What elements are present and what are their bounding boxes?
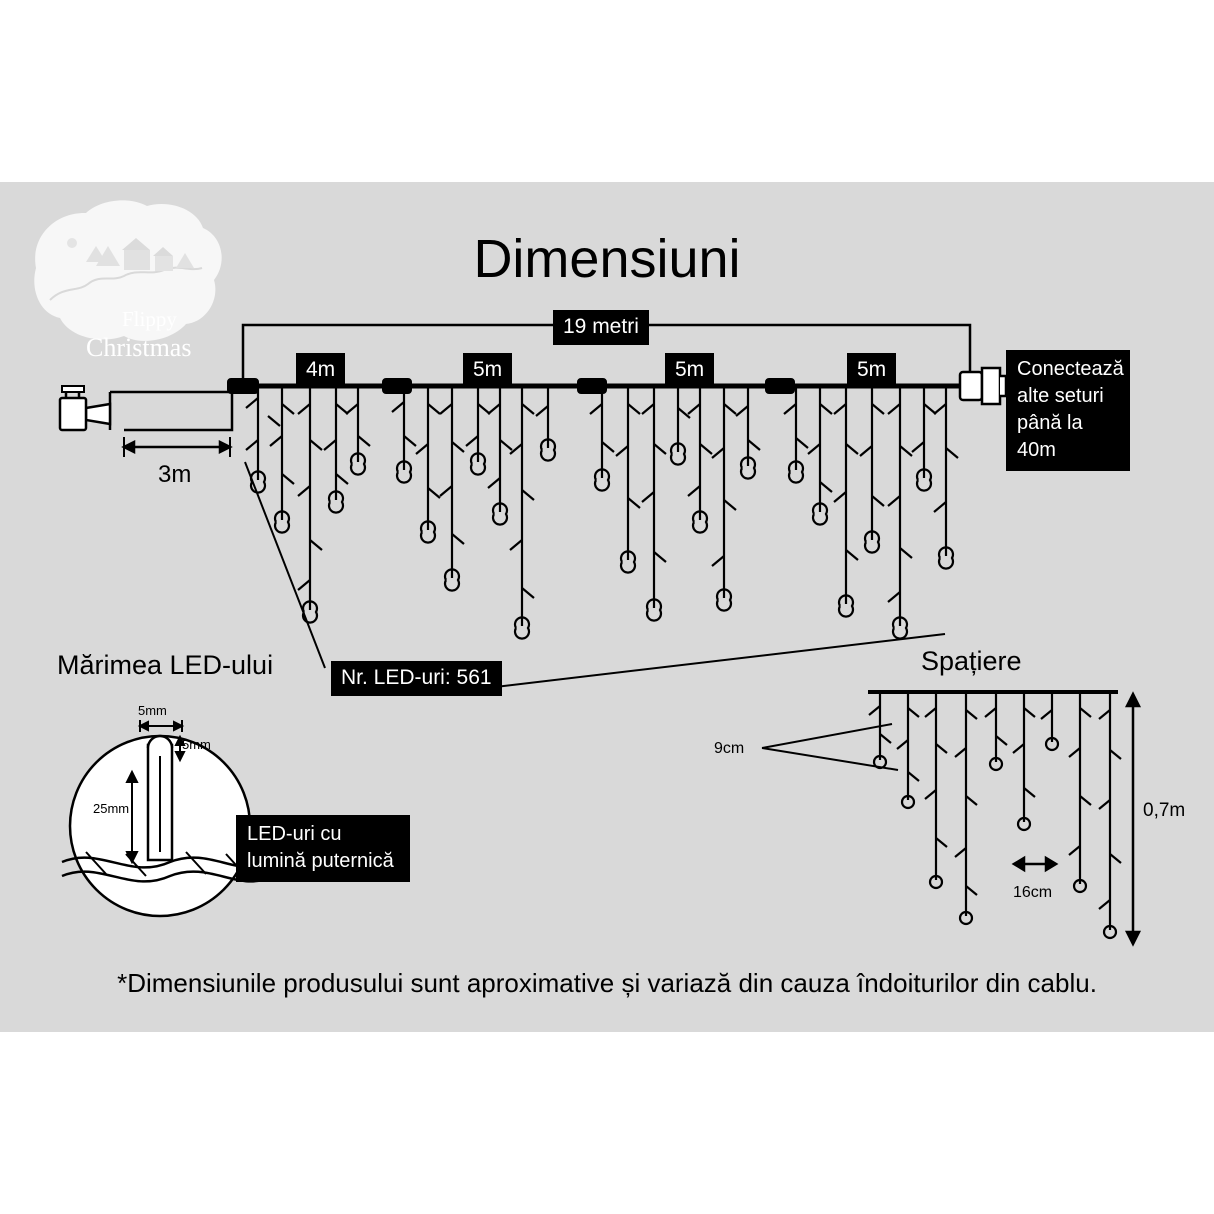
led-length-label: 25mm [93,801,130,816]
plug-icon [60,386,110,430]
spacing-detail [762,692,1139,944]
page-title-text: Dimensiuni [473,229,741,289]
footnote: *Dimensiunile produsului sunt aproximative și variază din cauza îndoiturilor din cablu. [117,968,1097,998]
spacing-drop-label: 9cm [714,740,745,757]
connector-icon [960,368,1006,404]
lead-cable-label: 3m [158,461,192,488]
spacing-gap-label: 16cm [1013,884,1053,901]
connect-more-label: Conectează alte seturi până la 40m [1006,350,1130,471]
brand-logo-line1: Flippy [122,307,177,331]
spacing-drop-leader [762,724,898,770]
spacing-height-label: 0,7m [1143,800,1186,821]
segment-1-label: 4m [296,353,345,388]
segment-3-label: 5m [665,353,714,388]
led-count-label: Nr. LED-uri: 561 [331,661,502,696]
lead-length-arrow [124,437,230,457]
icicle-strands [246,388,958,639]
led-width-label: 5mm [138,703,167,718]
segment-4-label: 5m [847,353,896,388]
brand-logo-line2: Christmas [86,333,192,362]
led-size-title: Mărimea LED-ului [57,650,274,680]
segment-2-label: 5m [463,353,512,388]
bright-led-label: LED-uri cu lumină puternică [236,815,410,882]
spacing-height-dim [1127,694,1139,944]
led-height-label: 5mm [182,737,211,752]
spacing-gap-dim [1014,858,1056,870]
total-length-label: 19 metri [553,310,649,345]
lead-cable [110,392,232,430]
spacing-title: Spațiere [921,646,1022,676]
